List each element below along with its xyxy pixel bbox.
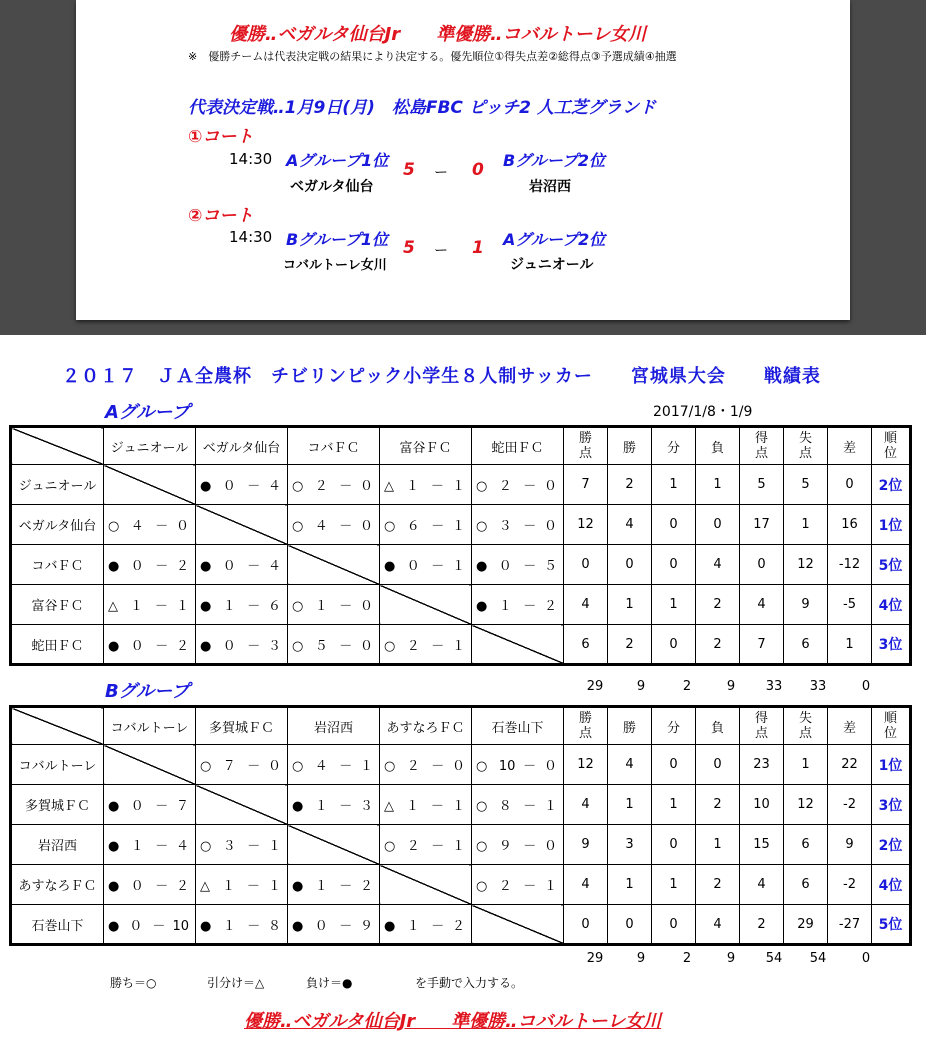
hdr-goals-for-text: 得点 — [754, 711, 768, 741]
stat-goals-for: 17 — [740, 505, 784, 545]
stat-goal-diff: 0 — [828, 465, 872, 505]
stat-draws: 0 — [652, 745, 696, 785]
col-team: 多賀城ＦＣ — [196, 707, 288, 745]
total-value: 54 — [809, 951, 827, 966]
hdr-draws: 分 — [652, 707, 696, 745]
match-result-cell: ● １ － ２ — [288, 865, 380, 905]
hdr-points — [564, 427, 608, 465]
stat-points: 0 — [564, 545, 608, 585]
stat-wins: 4 — [608, 505, 652, 545]
stat-goal-diff: 16 — [828, 505, 872, 545]
self-match-cell — [472, 905, 564, 945]
row-team-name: 蛇田ＦＣ — [11, 625, 104, 665]
court2-score-right: 1 — [472, 238, 484, 258]
match-result-cell: ○ １ － ０ — [288, 585, 380, 625]
stat-goals-against: 6 — [784, 825, 828, 865]
match-result-cell: ○ ４ － ０ — [288, 505, 380, 545]
group-a-label: Aグループ — [105, 402, 190, 423]
hdr-losses: 負 — [696, 707, 740, 745]
stat-goals-for: 4 — [740, 585, 784, 625]
stat-goal-diff: 1 — [828, 625, 872, 665]
stat-goal-diff: 9 — [828, 825, 872, 865]
match-result-cell: ○ ４ － ０ — [104, 505, 196, 545]
self-match-cell — [196, 505, 288, 545]
col-team: ジュニオール — [104, 427, 196, 465]
stat-goal-diff: -2 — [828, 865, 872, 905]
stat-goals-for: 0 — [740, 545, 784, 585]
stat-wins: 2 — [608, 625, 652, 665]
stat-rank: 1位 — [872, 745, 911, 785]
group-b-label: Bグループ — [105, 681, 190, 702]
hdr-goals-for — [740, 707, 784, 745]
col-team: ベガルタ仙台 — [196, 427, 288, 465]
match-result-cell: ● ０ － ７ — [104, 785, 196, 825]
col-team: 蛇田ＦＣ — [472, 427, 564, 465]
group-b-header-row — [11, 707, 911, 745]
match-result-cell: ● １ － ４ — [104, 825, 196, 865]
stat-losses: 4 — [696, 545, 740, 585]
stat-rank: 5位 — [872, 905, 911, 945]
corner-cell — [11, 427, 104, 465]
row-team-name: 多賀城ＦＣ — [11, 785, 104, 825]
stat-draws: 1 — [652, 785, 696, 825]
team-row — [11, 465, 911, 505]
match-result-cell: ○ ２ － １ — [380, 625, 472, 665]
stat-goals-against: 1 — [784, 745, 828, 785]
team-row — [11, 825, 911, 865]
hdr-draws: 分 — [652, 427, 696, 465]
hdr-goals-against-text: 失点 — [798, 431, 812, 461]
match-result-cell: ● ０ － ５ — [472, 545, 564, 585]
playoff-title: 代表決定戦‥1月9日(月) 松島FBC ピッチ2 人工芝グランド — [188, 98, 656, 118]
stat-goals-for: 23 — [740, 745, 784, 785]
total-value: 54 — [765, 951, 783, 966]
match-result-cell: ● ０ － １ — [380, 545, 472, 585]
match-result-cell: ○ ７ － ０ — [196, 745, 288, 785]
stat-draws: 0 — [652, 905, 696, 945]
stat-rank: 3位 — [872, 625, 911, 665]
hdr-rank — [872, 707, 911, 745]
stat-goals-for: 4 — [740, 865, 784, 905]
team-row — [11, 585, 911, 625]
match-result-cell: ● ０ － ３ — [196, 625, 288, 665]
stat-losses: 1 — [696, 825, 740, 865]
hdr-points-text: 勝点 — [578, 711, 592, 741]
row-team-name: ジュニオール — [11, 465, 104, 505]
court1-time: 14:30 — [229, 150, 273, 168]
stat-goals-against: 9 — [784, 585, 828, 625]
match-result-cell: ● １ － ３ — [288, 785, 380, 825]
stat-points: 6 — [564, 625, 608, 665]
stat-wins: 4 — [608, 745, 652, 785]
stat-goal-diff: -27 — [828, 905, 872, 945]
match-result-cell: ● ０ － ４ — [196, 545, 288, 585]
stat-goals-against: 6 — [784, 865, 828, 905]
stat-goals-against: 1 — [784, 505, 828, 545]
hdr-diff: 差 — [828, 427, 872, 465]
match-result-cell: ○ ２ － ０ — [288, 465, 380, 505]
court2-time: 14:30 — [229, 228, 273, 246]
stat-points: 12 — [564, 505, 608, 545]
stat-goals-against: 5 — [784, 465, 828, 505]
stat-goals-against: 12 — [784, 785, 828, 825]
match-result-cell: ○ ３ － ０ — [472, 505, 564, 545]
stat-goals-against: 29 — [784, 905, 828, 945]
stat-rank: 4位 — [872, 865, 911, 905]
match-result-cell: ○ ３ － １ — [196, 825, 288, 865]
stat-rank: 4位 — [872, 585, 911, 625]
total-value: 9 — [636, 951, 646, 966]
total-value: 9 — [726, 679, 736, 694]
legend-loss: 負け＝● — [306, 976, 353, 990]
hdr-rank-text: 順位 — [883, 431, 897, 461]
hdr-wins: 勝 — [608, 707, 652, 745]
court2-left-team: コバルトーレ女川 — [283, 258, 387, 273]
total-value: 29 — [586, 679, 604, 694]
match-result-cell: ● １ － ６ — [196, 585, 288, 625]
total-value: 9 — [726, 951, 736, 966]
team-row — [11, 745, 911, 785]
match-result-cell: ○ ２ － ０ — [380, 745, 472, 785]
match-result-cell: ● １ － ２ — [472, 585, 564, 625]
court2-right-slot: Aグループ2位 — [503, 230, 606, 249]
team-row — [11, 905, 911, 945]
stat-rank: 2位 — [872, 465, 911, 505]
self-match-cell — [380, 585, 472, 625]
stat-points: 9 — [564, 825, 608, 865]
stat-wins: 1 — [608, 585, 652, 625]
self-match-cell — [472, 625, 564, 665]
total-value: 33 — [809, 679, 827, 694]
stat-draws: 1 — [652, 865, 696, 905]
priority-note: ※ 優勝チームは代表決定戦の結果により決定する。優先順位①得失点差②総得点③予選成績④抽選 — [188, 50, 677, 63]
match-result-cell: ○ ２ － １ — [472, 865, 564, 905]
hdr-goals-for-text: 得点 — [754, 431, 768, 461]
court1-left-slot: Aグループ1位 — [286, 151, 389, 170]
court1-right-team: 岩沼西 — [529, 179, 571, 195]
match-result-cell: ○ ５ － ０ — [288, 625, 380, 665]
row-team-name: 富谷ＦＣ — [11, 585, 104, 625]
match-result-cell: ● １ － ２ — [380, 905, 472, 945]
bottom-winner-line: 優勝‥ベガルタ仙台Jr 準優勝‥コバルトーレ女川 — [244, 1011, 662, 1032]
stat-points: 12 — [564, 745, 608, 785]
court2-label: ②コート — [188, 206, 254, 226]
stat-draws: 0 — [652, 825, 696, 865]
court1-score-left: 5 — [403, 160, 415, 180]
stat-wins: 3 — [608, 825, 652, 865]
match-result-cell: ○ ２ － １ — [380, 825, 472, 865]
stat-goals-for: 15 — [740, 825, 784, 865]
sheet-title: ２０１７ ＪＡ全農杯 チビリンピック小学生８人制サッカー 宮城県大会 戦績表 — [62, 366, 821, 387]
hdr-points-text: 勝点 — [578, 431, 592, 461]
stat-points: 4 — [564, 585, 608, 625]
row-team-name: あすなろＦＣ — [11, 865, 104, 905]
stat-goals-against: 12 — [784, 545, 828, 585]
stat-losses: 0 — [696, 505, 740, 545]
self-match-cell — [104, 745, 196, 785]
stat-losses: 1 — [696, 465, 740, 505]
match-result-cell: ● ０ － ２ — [104, 865, 196, 905]
col-team: コバルトーレ — [104, 707, 196, 745]
stat-rank: 5位 — [872, 545, 911, 585]
stat-points: 7 — [564, 465, 608, 505]
team-row — [11, 785, 911, 825]
total-value: 2 — [682, 679, 692, 694]
col-team: 富谷ＦＣ — [380, 427, 472, 465]
stat-draws: 0 — [652, 545, 696, 585]
match-result-cell: ● １ － ８ — [196, 905, 288, 945]
stat-rank: 2位 — [872, 825, 911, 865]
stat-wins: 1 — [608, 865, 652, 905]
total-value: 33 — [765, 679, 783, 694]
stat-losses: 2 — [696, 865, 740, 905]
match-result-cell: ● ０ － 10 — [104, 905, 196, 945]
legend-win: 勝ち＝○ — [110, 976, 157, 990]
stat-draws: 1 — [652, 585, 696, 625]
row-team-name: 石巻山下 — [11, 905, 104, 945]
total-value: 0 — [861, 951, 871, 966]
self-match-cell — [380, 865, 472, 905]
match-result-cell: ○ ９ － ０ — [472, 825, 564, 865]
stat-losses: 0 — [696, 745, 740, 785]
col-team: 岩沼西 — [288, 707, 380, 745]
stat-rank: 1位 — [872, 505, 911, 545]
match-result-cell: ○ ６ － １ — [380, 505, 472, 545]
col-team: あすなろＦＣ — [380, 707, 472, 745]
stat-goals-for: 10 — [740, 785, 784, 825]
stat-draws: 1 — [652, 465, 696, 505]
hdr-goals-against-text: 失点 — [798, 711, 812, 741]
stat-goal-diff: -12 — [828, 545, 872, 585]
row-team-name: コバＦＣ — [11, 545, 104, 585]
court1-dash: ー — [434, 165, 448, 181]
hdr-rank-text: 順位 — [883, 711, 897, 741]
legend-draw: 引分け＝△ — [207, 976, 265, 990]
col-team: コバＦＣ — [288, 427, 380, 465]
self-match-cell — [196, 785, 288, 825]
hdr-diff: 差 — [828, 707, 872, 745]
stat-goal-diff: 22 — [828, 745, 872, 785]
stat-draws: 0 — [652, 625, 696, 665]
hdr-rank — [872, 427, 911, 465]
playoff-card — [76, 0, 850, 320]
match-result-cell: ○ ２ － ０ — [472, 465, 564, 505]
date-label: 2017/1/8・1/9 — [653, 404, 753, 420]
stat-points: 0 — [564, 905, 608, 945]
match-result-cell: ○ 10 － ０ — [472, 745, 564, 785]
stat-goals-for: 5 — [740, 465, 784, 505]
match-result-cell: ● ０ － ４ — [196, 465, 288, 505]
row-team-name: コバルトーレ — [11, 745, 104, 785]
match-result-cell: ○ ４ － １ — [288, 745, 380, 785]
stat-goals-for: 2 — [740, 905, 784, 945]
stat-wins: 0 — [608, 905, 652, 945]
team-row — [11, 505, 911, 545]
court2-dash: ー — [434, 243, 448, 259]
stat-goal-diff: -2 — [828, 785, 872, 825]
team-row — [11, 625, 911, 665]
hdr-wins: 勝 — [608, 427, 652, 465]
hdr-losses: 負 — [696, 427, 740, 465]
results-sheet — [0, 335, 926, 1041]
total-value: 0 — [861, 679, 871, 694]
group-a-header-row — [11, 427, 911, 465]
self-match-cell — [288, 825, 380, 865]
group-b-table — [9, 705, 912, 946]
stat-wins: 1 — [608, 785, 652, 825]
self-match-cell — [288, 545, 380, 585]
stat-draws: 0 — [652, 505, 696, 545]
stat-wins: 0 — [608, 545, 652, 585]
stat-points: 4 — [564, 785, 608, 825]
stat-losses: 4 — [696, 905, 740, 945]
court1-score-right: 0 — [472, 160, 484, 180]
court1-left-team: ベガルタ仙台 — [290, 179, 374, 195]
court1-label: ①コート — [188, 127, 254, 147]
stat-goals-for: 7 — [740, 625, 784, 665]
match-result-cell: △ １ － １ — [380, 785, 472, 825]
match-result-cell: ● ０ － ９ — [288, 905, 380, 945]
row-team-name: 岩沼西 — [11, 825, 104, 865]
hdr-goals-for — [740, 427, 784, 465]
stat-losses: 2 — [696, 625, 740, 665]
hdr-goals-against — [784, 707, 828, 745]
total-value: 2 — [682, 951, 692, 966]
stat-rank: 3位 — [872, 785, 911, 825]
total-value: 29 — [586, 951, 604, 966]
hdr-goals-against — [784, 427, 828, 465]
hdr-points — [564, 707, 608, 745]
stat-losses: 2 — [696, 785, 740, 825]
group-a-table — [9, 425, 912, 666]
court2-score-left: 5 — [403, 238, 415, 258]
match-result-cell: △ １ － １ — [380, 465, 472, 505]
team-row — [11, 545, 911, 585]
court2-right-team: ジュニオール — [510, 257, 594, 273]
legend-manual: を手動で入力する。 — [415, 976, 524, 990]
winner-line: 優勝‥ベガルタ仙台Jr 準優勝‥コバルトーレ女川 — [229, 24, 647, 45]
court1-right-slot: Bグループ2位 — [503, 151, 606, 170]
match-result-cell: △ １ － １ — [196, 865, 288, 905]
row-team-name: ベガルタ仙台 — [11, 505, 104, 545]
stat-wins: 2 — [608, 465, 652, 505]
stat-points: 4 — [564, 865, 608, 905]
match-result-cell: ● ０ － ２ — [104, 625, 196, 665]
match-result-cell: ● ０ － ２ — [104, 545, 196, 585]
match-result-cell: △ １ － １ — [104, 585, 196, 625]
stat-goal-diff: -5 — [828, 585, 872, 625]
col-team: 石巻山下 — [472, 707, 564, 745]
stat-losses: 2 — [696, 585, 740, 625]
court2-left-slot: Bグループ1位 — [286, 230, 389, 249]
corner-cell — [11, 707, 104, 745]
self-match-cell — [104, 465, 196, 505]
match-result-cell: ○ ８ － １ — [472, 785, 564, 825]
team-row — [11, 865, 911, 905]
total-value: 9 — [636, 679, 646, 694]
stat-goals-against: 6 — [784, 625, 828, 665]
